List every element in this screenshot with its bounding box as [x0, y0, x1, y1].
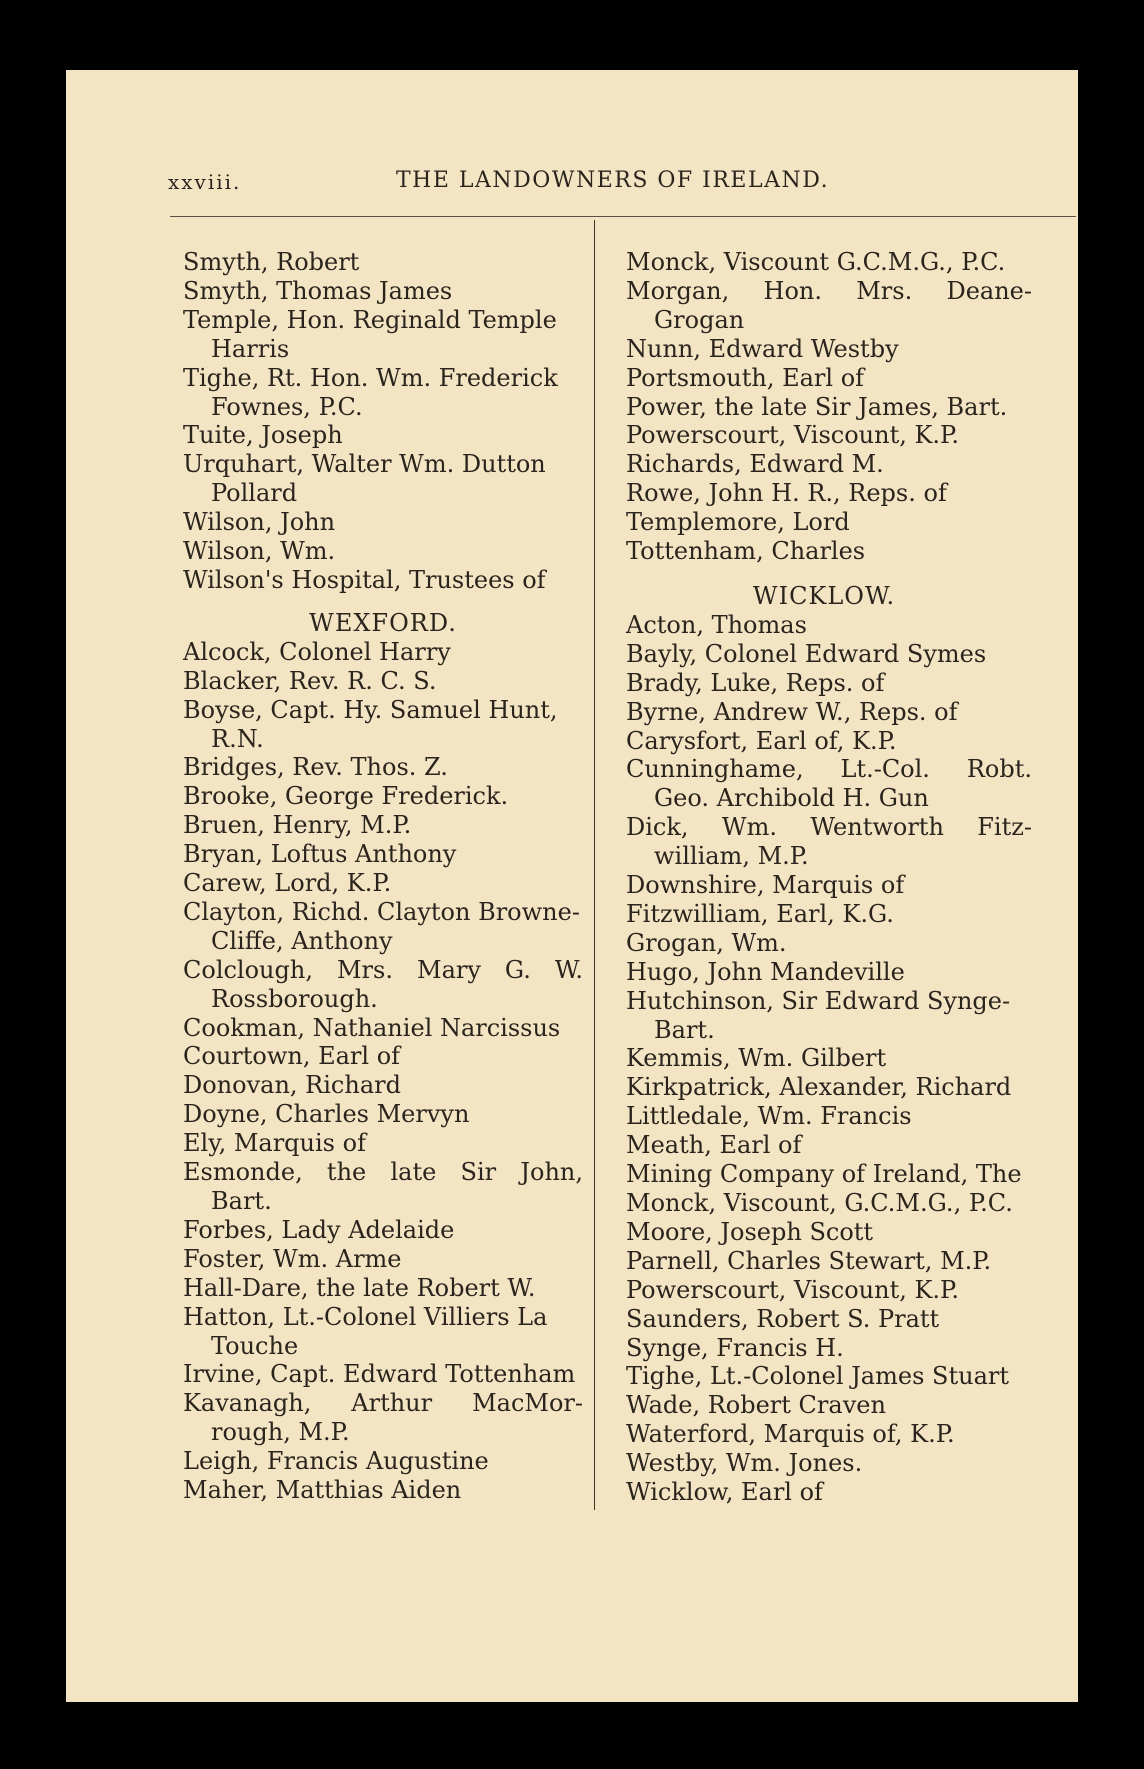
list-entry: william, M.P.: [654, 842, 809, 871]
left-column: [183, 248, 583, 1505]
list-entry: Parnell, Charles Stewart, M.P.: [626, 1246, 992, 1275]
list-entry: Smyth, Robert: [183, 248, 360, 276]
list-entry: Leigh, Francis Augustine: [183, 1447, 489, 1476]
list-entry: Moore, Joseph Scott: [626, 1217, 874, 1246]
list-entry: Bayly, Colonel Edward Symes: [626, 639, 987, 668]
list-entry: Fitzwilliam, Earl, K.G.: [626, 899, 894, 928]
list-entry: Synge, Francis H.: [626, 1333, 844, 1362]
list-entry: Urquhart, Walter Wm. Dutton: [183, 450, 546, 479]
list-entry: Wicklow, Earl of: [626, 1478, 823, 1507]
list-entry: Esmonde, the late Sir John,: [183, 1158, 583, 1187]
list-entry: Westby, Wm. Jones.: [626, 1449, 863, 1478]
wicklow-entries: [626, 611, 1032, 1507]
list-entry: Wade, Robert Craven: [626, 1391, 886, 1420]
list-entry: Nunn, Edward Westby: [626, 334, 899, 363]
list-entry: Bryan, Loftus Anthony: [183, 840, 457, 869]
list-entry: Brady, Luke, Reps. of: [626, 668, 885, 697]
list-entry: Hugo, John Mandeville: [626, 957, 905, 986]
list-entry: Smyth, Thomas James: [183, 276, 453, 305]
running-title: THE LANDOWNERS OF IRELAND.: [396, 168, 830, 193]
page-number: xxviii.: [168, 170, 242, 194]
list-entry: Wilson, Wm.: [183, 537, 336, 566]
list-entry: Meath, Earl of: [626, 1131, 802, 1160]
column-divider: [594, 220, 595, 1510]
list-entry: Portsmouth, Earl of: [626, 363, 865, 392]
list-entry: Mining Company of Ireland, The: [626, 1160, 1022, 1189]
list-entry: Touche: [211, 1331, 299, 1360]
list-entry: Morgan, Hon. Mrs. Deane-: [626, 276, 1032, 305]
list-entry: Temple, Hon. Reginald Temple: [183, 305, 557, 334]
list-entry: Bart.: [654, 1015, 715, 1044]
list-entry: Templemore, Lord: [626, 508, 850, 537]
list-entry: Harris: [211, 334, 290, 363]
list-entry: R.N.: [211, 724, 264, 753]
list-entry: Wilson's Hospital, Trustees of: [183, 565, 546, 594]
list-entry: Richards, Edward M.: [626, 450, 884, 479]
list-entry: Geo. Archibold H. Gun: [654, 784, 929, 813]
list-entry: Fownes, P.C.: [211, 392, 363, 421]
list-entry: Cliffe, Anthony: [211, 926, 393, 955]
list-entry: Acton, Thomas: [626, 610, 807, 639]
list-entry: Boyse, Capt. Hy. Samuel Hunt,: [183, 695, 558, 724]
list-entry: Cookman, Nathaniel Narcissus: [183, 1013, 561, 1042]
right-column: [626, 248, 1032, 1507]
list-entry: Maher, Matthias Aiden: [183, 1476, 462, 1505]
list-entry: Hatton, Lt.-Colonel Villiers La: [183, 1302, 548, 1331]
list-entry: Foster, Wm. Arme: [183, 1244, 402, 1273]
list-entry: Monck, Viscount G.C.M.G., P.C.: [626, 248, 1006, 276]
book-page: [66, 70, 1078, 1702]
section-heading-wicklow: WICKLOW.: [752, 581, 896, 610]
list-entry: Byrne, Andrew W., Reps. of: [626, 697, 958, 726]
list-entry: Carew, Lord, K.P.: [183, 869, 392, 898]
list-entry: Grogan: [654, 305, 745, 334]
list-entry: Downshire, Marquis of: [626, 871, 905, 900]
list-entry: Cunninghame, Lt.-Col. Robt.: [626, 755, 1032, 784]
list-entry: Tuite, Joseph: [183, 421, 343, 450]
list-entry: Kemmis, Wm. Gilbert: [626, 1044, 887, 1073]
page-header: [66, 162, 1078, 202]
list-entry: Tighe, Rt. Hon. Wm. Frederick: [183, 363, 558, 392]
list-entry: Bart.: [211, 1187, 272, 1215]
list-entry: Doyne, Charles Mervyn: [183, 1100, 470, 1129]
list-entry: Waterford, Marquis of, K.P.: [626, 1420, 955, 1449]
header-rule: [170, 216, 1076, 217]
list-entry: Grogan, Wm.: [626, 928, 787, 957]
list-entry: Powerscourt, Viscount, K.P.: [626, 421, 959, 450]
list-entry: Rowe, John H. R., Reps. of: [626, 479, 947, 508]
list-entry: Carysfort, Earl of, K.P.: [626, 726, 897, 755]
list-entry: Kirkpatrick, Alexander, Richard: [626, 1073, 1012, 1102]
list-entry: Pollard: [211, 479, 298, 508]
list-entry: Bridges, Rev. Thos. Z.: [183, 753, 448, 782]
list-entry: Powerscourt, Viscount, K.P.: [626, 1275, 959, 1304]
list-entry: Tighe, Lt.-Colonel James Stuart: [626, 1362, 1009, 1391]
list-entry: Kavanagh, Arthur MacMor-: [183, 1389, 583, 1418]
list-entry: Alcock, Colonel Harry: [183, 637, 451, 666]
list-entry: Colclough, Mrs. Mary G. W.: [183, 955, 583, 984]
section-heading-wexford: WEXFORD.: [309, 608, 457, 637]
list-entry: Monck, Viscount, G.C.M.G., P.C.: [626, 1189, 1013, 1217]
list-entry: Brooke, George Frederick.: [183, 782, 509, 811]
list-entry: Hall-Dare, the late Robert W.: [183, 1273, 536, 1302]
list-entry: Littledale, Wm. Francis: [626, 1102, 912, 1131]
wexford-entries: [183, 638, 583, 1505]
list-entry: Saunders, Robert S. Pratt: [626, 1304, 940, 1333]
left-top-entries: [183, 248, 583, 595]
list-entry: Forbes, Lady Adelaide: [183, 1215, 455, 1244]
list-entry: Hutchinson, Sir Edward Synge-: [626, 986, 1011, 1015]
list-entry: Ely, Marquis of: [183, 1129, 366, 1158]
list-entry: Donovan, Richard: [183, 1071, 401, 1100]
list-entry: rough, M.P.: [211, 1418, 350, 1447]
list-entry: Courtown, Earl of: [183, 1042, 401, 1071]
list-entry: Bruen, Henry, M.P.: [183, 811, 412, 840]
right-top-entries: [626, 248, 1032, 566]
list-entry: Dick, Wm. Wentworth Fitz-: [626, 813, 1032, 842]
list-entry: Irvine, Capt. Edward Tottenham: [183, 1360, 576, 1389]
list-entry: Clayton, Richd. Clayton Browne-: [183, 897, 580, 926]
list-entry: Tottenham, Charles: [626, 537, 866, 566]
list-entry: Wilson, John: [183, 508, 336, 537]
list-entry: Blacker, Rev. R. C. S.: [183, 666, 437, 695]
list-entry: Power, the late Sir James, Bart.: [626, 392, 1008, 421]
list-entry: Rossborough.: [211, 984, 378, 1013]
